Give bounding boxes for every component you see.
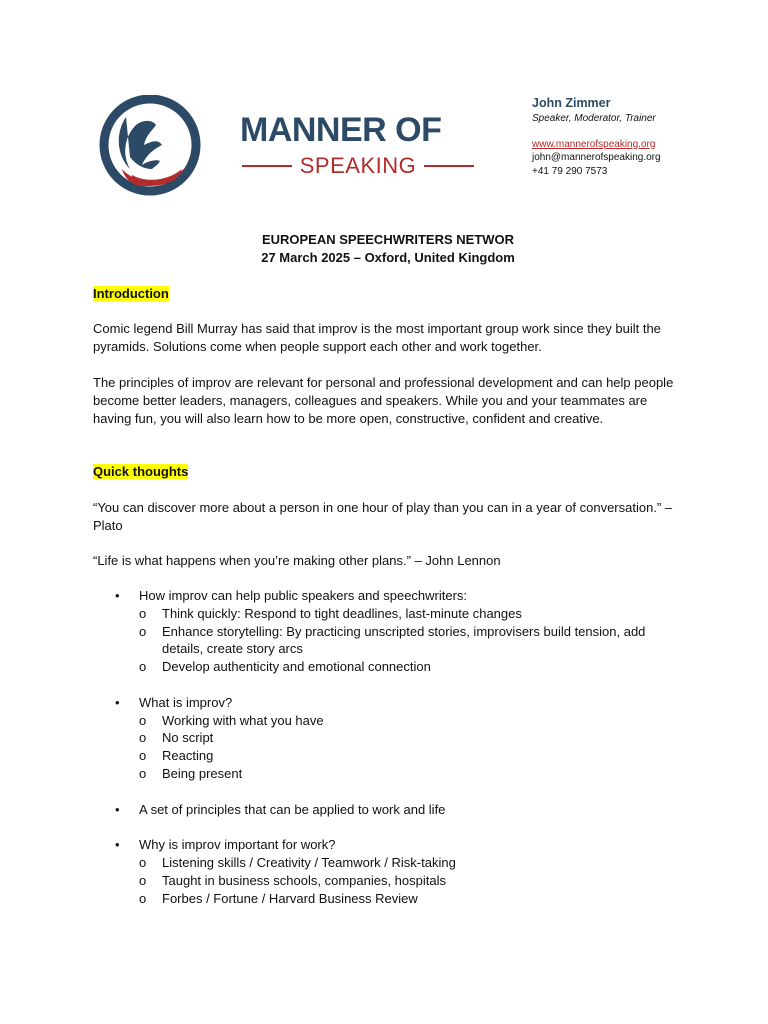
sub-bullet-marker: o xyxy=(139,659,147,675)
sub-bullet-text: Working with what you have xyxy=(162,712,324,728)
sub-bullet-marker: o xyxy=(139,872,147,888)
brand-subtitle-group xyxy=(242,152,474,180)
sub-bullet-item xyxy=(93,872,683,890)
sub-bullet-text: Being present xyxy=(162,765,243,781)
bullet-marker: • xyxy=(115,694,120,710)
contact-email: john@mannerofspeaking.org xyxy=(532,152,661,163)
sub-bullet-text: Listening skills / Creativity / Teamwork / Risk-taking xyxy=(162,854,456,870)
intro-paragraph-1: Comic legend Bill Murray has said that improv is the most important group work since they built the pyramids. Solutions come when people support each other and work together. xyxy=(93,321,661,354)
intro-heading-row xyxy=(93,285,683,303)
bullet-item xyxy=(93,694,683,712)
brand-divider-right xyxy=(424,165,474,167)
intro-paragraph-2: The principles of improv are relevant for personal and professional development and can help people become better leaders, managers, colleagues and speakers. While you and your teammates are having fun, you will also learn how to be more open, constructive, confident and creative. xyxy=(93,375,674,426)
contact-phone: +41 79 290 7573 xyxy=(532,165,608,177)
sub-bullet-item xyxy=(93,658,683,676)
sub-bullet-item xyxy=(93,605,683,623)
quote-lennon: “Life is what happens when you’re making other plans.” – John Lennon xyxy=(93,553,501,568)
logo-eagle-icon xyxy=(96,95,204,197)
sub-bullet-text: Enhance storytelling: By practicing unscripted stories, improvisers build tension, add details, create story arcs xyxy=(162,623,646,657)
bullet-marker: • xyxy=(115,837,120,853)
sub-bullet-text: Develop authenticity and emotional connection xyxy=(162,659,431,675)
sub-bullet-text: No script xyxy=(162,730,214,746)
bullet-text: What is improv? xyxy=(139,694,233,710)
quote-plato: “You can discover more about a person in one hour of play than you can in a year of conversation.” – Plato xyxy=(93,500,673,533)
bullet-text: Why is improv important for work? xyxy=(139,837,336,853)
bullet-marker: • xyxy=(115,588,120,603)
sub-bullet-item xyxy=(93,729,683,747)
sub-bullet-item xyxy=(93,854,683,872)
sub-bullet-item xyxy=(93,747,683,765)
sub-bullet-marker: o xyxy=(139,623,147,639)
sub-bullet-marker: o xyxy=(139,765,147,781)
brand-subtitle: SPEAKING xyxy=(299,153,417,178)
sub-bullet-marker: o xyxy=(139,854,147,870)
contact-website-link[interactable]: www.mannerofspeaking.org xyxy=(532,138,656,150)
thoughts-heading-row xyxy=(93,463,683,481)
sub-bullet-text: Reacting xyxy=(162,748,214,764)
sub-bullet-marker: o xyxy=(139,890,147,906)
sub-bullet-item xyxy=(93,712,683,730)
sub-bullet-marker: o xyxy=(139,605,147,621)
contact-name: John Zimmer xyxy=(532,96,611,110)
bullet-item xyxy=(93,801,683,819)
brand-title: MANNER OF xyxy=(240,111,442,149)
bullet-item xyxy=(93,587,683,605)
sub-bullet-marker: o xyxy=(139,712,147,728)
bullet-marker: • xyxy=(115,801,120,817)
event-title: EUROPEAN SPEECHWRITERS NETWOR xyxy=(261,232,515,247)
sub-bullet-marker: o xyxy=(139,748,147,764)
sub-bullet-text: Think quickly: Respond to tight deadlines, last-minute changes xyxy=(162,605,522,621)
bullet-text: How improv can help public speakers and speechwriters: xyxy=(139,588,468,603)
bullet-list xyxy=(93,587,683,907)
sub-bullet-marker: o xyxy=(139,730,147,746)
intro-heading: Introduction xyxy=(93,286,169,301)
contact-role: Speaker, Moderator, Trainer xyxy=(532,113,656,124)
sub-bullet-item xyxy=(93,765,683,783)
event-date-location: 27 March 2025 – Oxford, United Kingdom xyxy=(261,250,515,265)
contact-block xyxy=(532,95,732,178)
sub-bullet-item xyxy=(93,890,683,908)
sub-bullet-text: Forbes / Fortune / Harvard Business Review xyxy=(162,890,418,906)
bullet-text: A set of principles that can be applied to work and life xyxy=(139,801,446,817)
sub-bullet-text: Taught in business schools, companies, hospitals xyxy=(162,872,446,888)
bullet-item xyxy=(93,836,683,854)
sub-bullet-item xyxy=(93,623,683,659)
thoughts-heading: Quick thoughts xyxy=(93,464,189,479)
